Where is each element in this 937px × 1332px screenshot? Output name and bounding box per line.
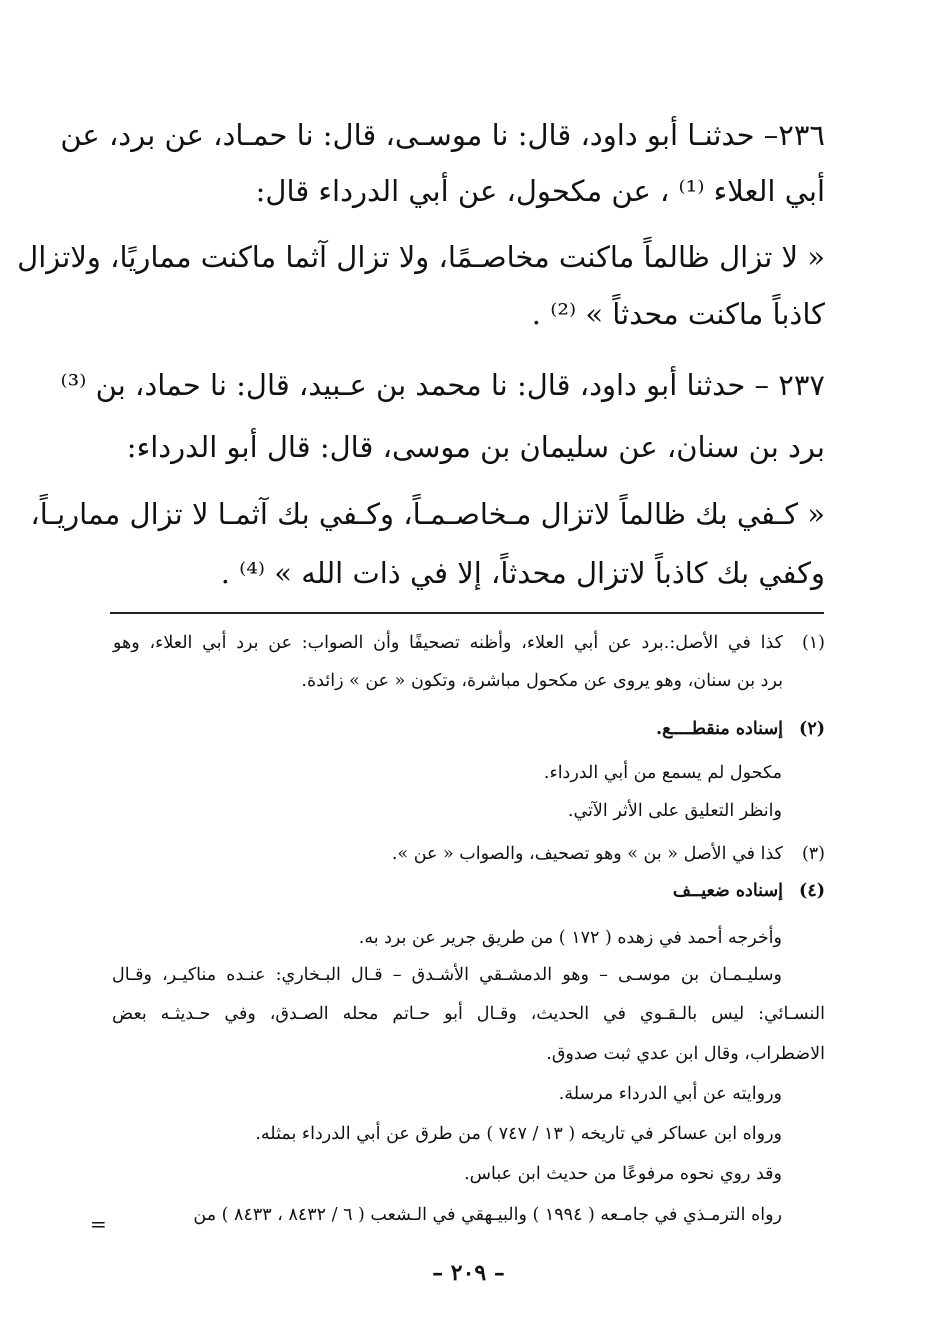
footnote-4-line-7: وقد روي نحوه مرفوعًا من حديث ابن عباس. <box>464 1164 782 1184</box>
hadith-236-line-1: ٢٣٦– حدثنـا أبو داود، قال: نا موسـى، قال: نا حمـاد، عن برد، عن <box>60 118 825 152</box>
footnote-4-line-6: ورواه ابن عساكر في تاريخه ( ١٣ / ٧٤٧ ) من طرق عن أبي الدرداء بمثله. <box>255 1124 782 1144</box>
footnote-separator <box>110 612 824 614</box>
footnote-4 <box>113 881 825 909</box>
footnote-4-line-1: وأخرجه أحمد في زهده ( ١٧٢ ) من طريق جرير عن برد به. <box>358 928 782 948</box>
footnote-2-marker: (٢) <box>799 719 825 739</box>
footnote-1 <box>113 633 825 693</box>
footnote-4-line-8: رواه الترمـذي في جامـعه ( ١٩٩٤ ) والبيـهقي في الـشعب ( ٦ / ٨٤٣٢ ، ٨٤٣٣ ) من <box>193 1205 782 1225</box>
hadith-236-text-line-1: « لا تزال ظالماً ماكنت مخاصـمًا، ولا تزال آثما ماكنت مماريًا، ولاتزال <box>17 240 825 274</box>
footnote-2 <box>113 719 825 747</box>
footnote-4-line-3: النسـائي: ليس بالـقـوي في الحديث، وقـال أبو حـاتم محله الصـدق، وفي حـديثـه بعض <box>112 1004 825 1024</box>
hadith-237-text-line-1: « كـفي بك ظالماً لاتزال مـخاصـمـاً، وكـفي بك آثمـا لا تزال مماريـاً، <box>30 497 825 531</box>
footnote-3-marker: (٣) <box>801 844 825 864</box>
hadith-236-text-line-2: كاذباً ماكنت محدثاً » ⁽²⁾ . <box>531 297 825 331</box>
footnote-2-line-1: مكحول لم يسمع من أبي الدرداء. <box>543 763 782 783</box>
hadith-237-text-line-2: وكفي بك كاذباً لاتزال محدثاً، إلا في ذات الله » ⁽⁴⁾ . <box>220 556 825 590</box>
footnote-4-line-4: الاضطراب، وقال ابن عدي ثبت صدوق. <box>546 1044 825 1064</box>
footnote-1-line-2: برد بن سنان، وهو يروى عن مكحول مباشرة، وتكون « عن » زائدة. <box>301 671 783 691</box>
footnote-2-line-2: وانظر التعليق على الأثر الآتي. <box>567 801 782 821</box>
page-number: – ٢٠٩ – <box>432 1260 505 1286</box>
hadith-236-line-2: أبي العلاء ⁽¹⁾ ، عن مكحول، عن أبي الدرداء قال: <box>255 174 825 208</box>
footnote-3 <box>113 844 825 872</box>
hadith-237-line-1: ٢٣٧ – حدثنا أبو داود، قال: نا محمد بن عـبيد، قال: نا حماد، بن ⁽³⁾ <box>60 368 825 402</box>
footnote-3-text: كذا في الأصل « بن » وهو تصحيف، والصواب « عن ». <box>391 844 783 864</box>
hadith-237-line-2: برد بن سنان، عن سليمان بن موسى، قال: قال أبو الدرداء: <box>126 430 825 464</box>
footnote-4-line-5: وروايته عن أبي الدرداء مرسلة. <box>558 1084 782 1104</box>
footnote-continuation-mark: = <box>90 1212 107 1236</box>
footnote-2-heading: إسناده منقطــــع. <box>656 719 783 739</box>
footnote-1-marker: (١) <box>801 633 825 653</box>
footnote-4-heading: إسناده ضعيــف <box>672 881 783 901</box>
footnote-4-line-2: وسليـمـان بن موسـى – وهو الدمشـقي الأشـدق – قـال البـخاري: عنـده مناكيـر، وقـال <box>112 965 782 985</box>
footnote-1-line-1: كذا في الأصل:.برد عن أبي العلاء، وأظنه تصحيفًا وأن الصواب: عن برد أبي العلاء، وهو <box>113 633 783 653</box>
footnote-4-marker: (٤) <box>799 881 825 901</box>
